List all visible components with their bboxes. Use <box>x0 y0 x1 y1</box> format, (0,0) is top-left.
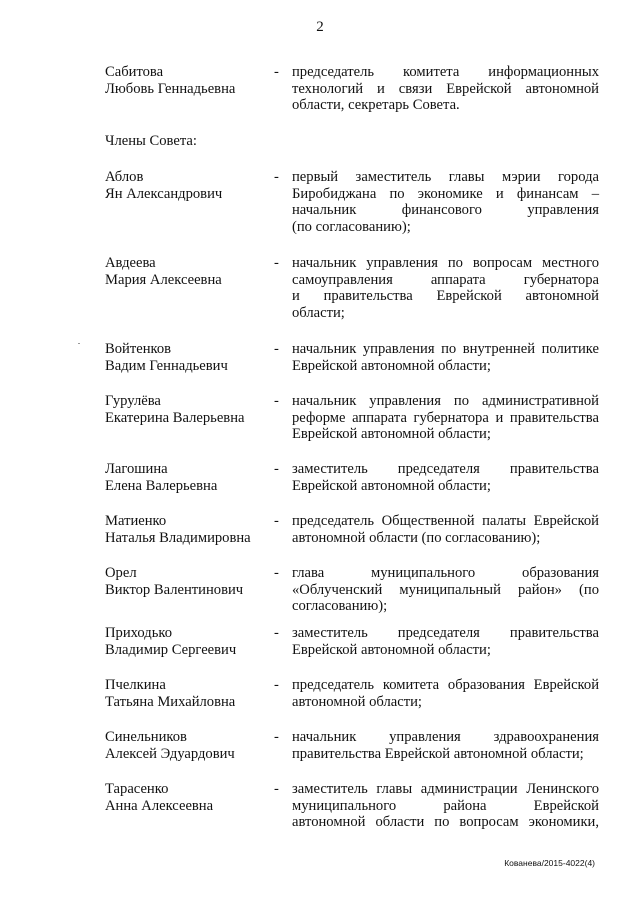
dash-separator: - <box>274 169 279 185</box>
position-description <box>292 393 599 443</box>
given-names: Наталья Владимировна <box>105 529 251 546</box>
position-line: Еврейской автономной области; <box>292 357 491 374</box>
position-line: и правительства Еврейской автономной <box>292 288 599 304</box>
position-description <box>292 64 599 114</box>
dash-separator: - <box>274 565 279 581</box>
position-description <box>292 781 599 831</box>
surname: Гурулёва <box>105 393 161 409</box>
position-line: глава муниципального образования <box>292 565 599 581</box>
dash-separator: - <box>274 393 279 409</box>
person-name <box>105 393 270 426</box>
position-description <box>292 729 599 762</box>
given-names: Ян Александрович <box>105 185 223 202</box>
dash-separator: - <box>274 677 279 693</box>
person-name <box>105 255 270 288</box>
surname: Матиенко <box>105 513 167 529</box>
position-line: Биробиджана по экономике и финансам – <box>292 185 599 202</box>
position-line: технологий и связи Еврейской автономной <box>292 80 599 97</box>
position-line: начальник управления по внутренней политике <box>292 341 599 357</box>
person-name <box>105 461 270 494</box>
given-names: Анна Алексеевна <box>105 797 214 814</box>
position-line: Еврейской автономной области; <box>292 477 491 494</box>
dash-separator: - <box>274 781 279 797</box>
position-line: Еврейской автономной области; <box>292 426 491 442</box>
person-name <box>105 341 270 374</box>
given-names: Виктор Валентинович <box>105 581 244 598</box>
position-description <box>292 461 599 494</box>
position-line: начальник управления по административной <box>292 393 599 409</box>
given-names: Екатерина Валерьевна <box>105 409 245 426</box>
surname: Тарасенко <box>105 781 169 797</box>
position-line: председатель Общественной палаты Еврейской <box>292 513 599 529</box>
position-line: заместитель главы администрации Ленинского <box>292 781 599 797</box>
position-line: области, секретарь Совета. <box>292 97 460 113</box>
position-line: области; <box>292 304 345 321</box>
position-description <box>292 169 599 235</box>
dash-separator: - <box>274 64 279 80</box>
given-names: Любовь Геннадьевна <box>105 80 236 97</box>
position-line: автономной области; <box>292 693 422 710</box>
given-names: Вадим Геннадьевич <box>105 357 228 374</box>
surname: Орел <box>105 565 137 581</box>
person-name <box>105 64 270 97</box>
dash-separator: - <box>274 729 279 745</box>
surname: Сабитова <box>105 64 164 80</box>
surname: Войтенков <box>105 341 172 357</box>
given-names: Мария Алексеевна <box>105 271 222 288</box>
given-names: Алексей Эдуардович <box>105 745 235 762</box>
person-name <box>105 513 270 546</box>
person-name <box>105 781 270 814</box>
person-name <box>105 169 270 202</box>
surname: Аблов <box>105 169 144 185</box>
position-line: реформе аппарата губернатора и правительства <box>292 409 599 426</box>
given-names: Елена Валерьевна <box>105 477 218 494</box>
position-description <box>292 513 599 546</box>
person-name <box>105 677 270 710</box>
given-names: Татьяна Михайловна <box>105 693 236 710</box>
position-description <box>292 677 599 710</box>
position-line: муниципального района Еврейской <box>292 797 599 814</box>
position-line: заместитель председателя правительства <box>292 461 599 477</box>
page-number: 2 <box>316 19 324 35</box>
surname: Лагошина <box>105 461 168 477</box>
position-line: председатель комитета информационных <box>292 64 599 80</box>
position-description <box>292 255 599 321</box>
person-name <box>105 625 270 658</box>
position-description <box>292 565 599 615</box>
position-line: начальник финансового управления <box>292 202 599 218</box>
person-name <box>105 565 270 598</box>
position-line: Еврейской автономной области; <box>292 641 491 658</box>
position-line: заместитель председателя правительства <box>292 625 599 641</box>
position-line: первый заместитель главы мэрии города <box>292 169 599 185</box>
surname: Пчелкина <box>105 677 166 693</box>
surname: Приходько <box>105 625 172 641</box>
document-code: Кованева/2015-4022(4) <box>504 858 595 868</box>
position-line: «Облученский муниципальный район» (по <box>292 581 599 598</box>
position-line: начальник управления по вопросам местного <box>292 255 599 271</box>
dash-separator: - <box>274 513 279 529</box>
position-line: самоуправления аппарата губернатора <box>292 271 599 288</box>
position-line: председатель комитета образования Еврейской <box>292 677 599 693</box>
dash-separator: - <box>274 341 279 357</box>
position-line: правительства Еврейской автономной области; <box>292 745 584 762</box>
person-name <box>105 729 270 762</box>
members-heading: Члены Совета: <box>105 133 197 149</box>
surname: Синельников <box>105 729 187 745</box>
surname: Авдеева <box>105 255 156 271</box>
position-line: автономной области (по согласованию); <box>292 529 541 546</box>
given-names: Владимир Сергеевич <box>105 641 237 658</box>
position-line: согласованию); <box>292 598 388 614</box>
dash-separator: - <box>274 461 279 477</box>
position-line: автономной области по вопросам экономики, <box>292 814 599 830</box>
margin-mark <box>78 343 80 344</box>
dash-separator: - <box>274 255 279 271</box>
position-line: начальник управления здравоохранения <box>292 729 599 745</box>
dash-separator: - <box>274 625 279 641</box>
position-description <box>292 625 599 658</box>
position-line: (по согласованию); <box>292 218 411 235</box>
position-description <box>292 341 599 374</box>
